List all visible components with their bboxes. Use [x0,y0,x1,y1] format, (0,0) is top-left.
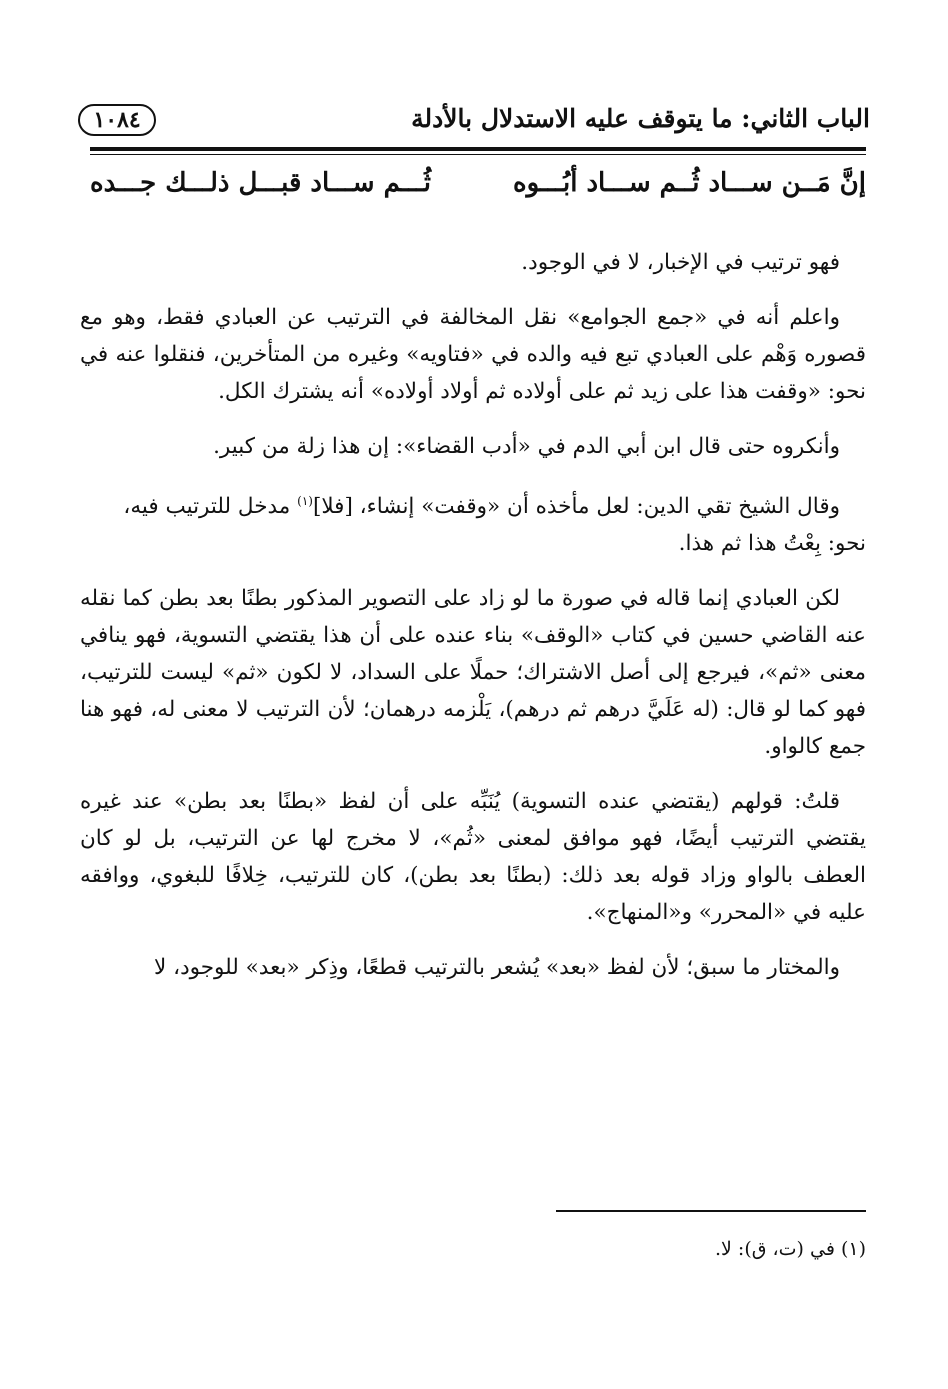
paragraph: واعلم أنه في «جمع الجوامع» نقل المخالفة في الترتيب عن العبادي فقط، وهو مع قصوره وَهْم على العبادي تبع فيه والده في «فتاويه» وغيره من المتأخرين، فنقلوا عنه في نحو: «وقفت هذا على زيد ثم على أولاده ثم أولاد أولاده» أنه يشترك الكل. [80,305,866,404]
paragraph: قلتُ: قولهم (يقتضي عنده التسوية) يُنَبِّه على أن لفظ «بطنًا بعد بطن» عند غيره يقتضي الترتيب أيضًا، فهو موافق لمعنى «ثُم»، لا مخرج لها عن الترتيب، بل لو كان العطف بالواو وزاد قوله بعد ذلك: (بطنًا بعد بطن)، كان للترتيب، خِلافًا للبغوي، ووافقه عليه في «المحرر» و«المنهاج». [80,789,866,926]
verse-second-hemistich: ثُـــم ســـاد قبـــل ذلـــك جـــده [90,168,432,198]
running-header [78,102,870,146]
footnote-marker: (١) [297,494,313,508]
header-rule-thick [90,147,866,151]
paragraph: فهو ترتيب في الإخبار، لا في الوجود. [521,250,840,275]
paragraph-with-footnote [80,483,866,562]
paragraph: والمختار ما سبق؛ لأن لفظ «بعد» يُشعر بالترتيب قطعًا، وذِكر «بعد» للوجود، لا [154,955,840,981]
page-number-badge: ١٠٨٤ [78,104,156,136]
paragraph: وأنكروه حتى قال ابن أبي الدم في «أدب القضاء»: إن هذا زلة من كبير. [213,434,840,459]
footnote-separator [556,1210,866,1212]
footnote: (١) في (ت، ق): لا. [715,1238,866,1260]
verse-first-hemistich: إنَّ مَــن ســـاد ثُــم ســـاد أبُـــوه [513,168,866,198]
poetry-verse [90,168,866,216]
chapter-title: الباب الثاني: ما يتوقف عليه الاستدلال بالأدلة [411,104,870,133]
paragraph-text: مدخل للترتيب فيه، [123,494,298,520]
main-text [80,244,866,1004]
header-rule-thin [90,154,866,155]
paragraph-text: نحو: بِعْتُ هذا ثم هذا. [678,531,866,557]
paragraph-text: وقال الشيخ تقي الدين: لعل مأخذه أن «وقفت» إنشاء، [فلا] [312,494,840,520]
paragraph: لكن العبادي إنما قاله في صورة ما لو زاد على التصوير المذكور بطنًا بعد بطن كما نقله عنه القاضي حسين في كتاب «الوقف» بناء عنده على أن هذا يقتضي التسوية، فهو ينافي معنى «ثم»، فيرجع إلى أصل الاشتراك؛ حملًا على السداد، لا لكون «ثم» ليست للترتيب، فهو كما لو قال: (له عَلَيَّ درهم ثم درهم)، يَلْزمه درهمان؛ لأن الترتيب لا معنى له، فهو هنا جمع كالواو. [80,586,866,760]
